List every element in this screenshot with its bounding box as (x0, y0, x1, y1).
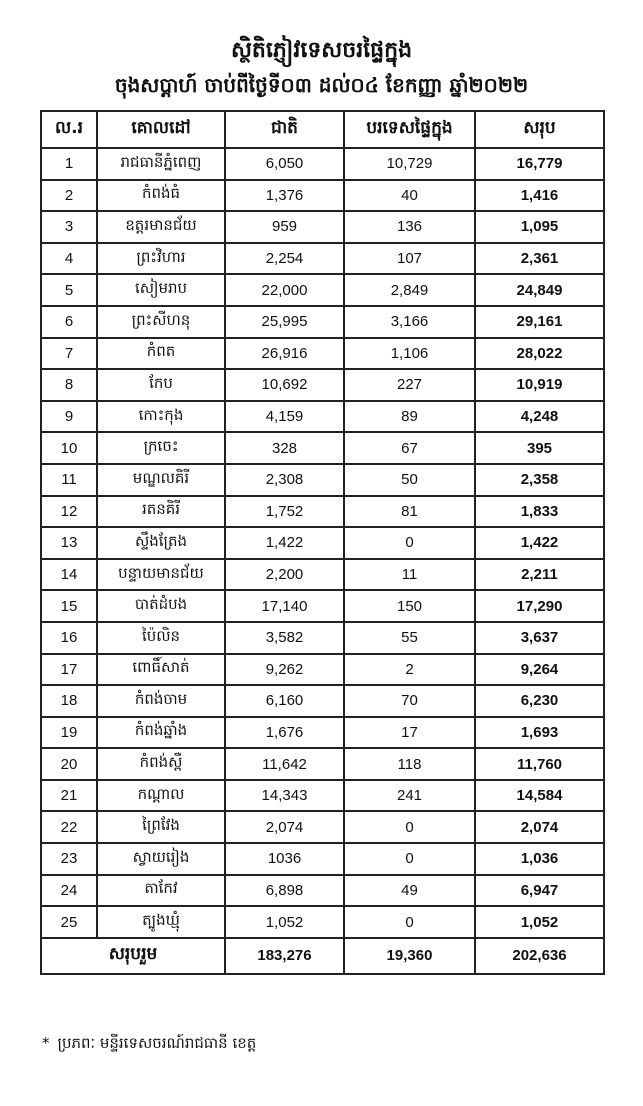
row-number: 1 (41, 148, 97, 180)
row-province: បាត់ដំបង (97, 590, 225, 622)
row-national: 25,995 (225, 306, 344, 338)
table-row (41, 685, 604, 717)
row-province: ពោធិ៍សាត់ (97, 654, 225, 686)
row-number: 17 (41, 654, 97, 686)
row-foreign: 40 (344, 180, 475, 212)
row-province: ត្បូងឃ្មុំ (97, 906, 225, 938)
row-national: 3,582 (225, 622, 344, 654)
row-total: 2,361 (475, 243, 604, 275)
grand-total-row (41, 938, 604, 974)
row-national: 959 (225, 211, 344, 243)
grand-total-total: 202,636 (475, 938, 604, 974)
header-destination: គោលដៅ (97, 111, 225, 148)
row-number: 2 (41, 180, 97, 212)
row-national: 17,140 (225, 590, 344, 622)
grand-total-national: 183,276 (225, 938, 344, 974)
table-row (41, 369, 604, 401)
row-foreign: 81 (344, 496, 475, 528)
row-province: ស្ទឹងត្រែង (97, 527, 225, 559)
table-row (41, 306, 604, 338)
row-number: 10 (41, 432, 97, 464)
row-number: 3 (41, 211, 97, 243)
row-total: 24,849 (475, 274, 604, 306)
row-province: កំពង់ធំ (97, 180, 225, 212)
row-total: 1,422 (475, 527, 604, 559)
row-foreign: 0 (344, 906, 475, 938)
page-title: ស្ថិតិភ្ញៀវទេសចរផ្ទៃក្នុង (230, 38, 413, 63)
row-number: 20 (41, 748, 97, 780)
row-foreign: 11 (344, 559, 475, 591)
row-province: កំពង់ចាម (97, 685, 225, 717)
row-national: 2,200 (225, 559, 344, 591)
row-province: តាកែវ (97, 875, 225, 907)
row-province: ប៉ៃលិន (97, 622, 225, 654)
row-total: 6,230 (475, 685, 604, 717)
row-province: មណ្ឌលគិរី (97, 464, 225, 496)
row-province: រតនគិរី (97, 496, 225, 528)
row-province: ព្រៃវែង (97, 811, 225, 843)
row-total: 29,161 (475, 306, 604, 338)
row-total: 1,052 (475, 906, 604, 938)
row-total: 1,693 (475, 717, 604, 749)
row-national: 6,160 (225, 685, 344, 717)
row-province: ព្រះវិហារ (97, 243, 225, 275)
row-total: 6,947 (475, 875, 604, 907)
row-province: ស្វាយរៀង (97, 843, 225, 875)
row-number: 9 (41, 401, 97, 433)
table-row (41, 654, 604, 686)
row-total: 14,584 (475, 780, 604, 812)
row-province: រាជធានីភ្នំពេញ (97, 148, 225, 180)
table-row (41, 338, 604, 370)
row-province: ក្រចេះ (97, 432, 225, 464)
header-national: ជាតិ (225, 111, 344, 148)
row-foreign: 49 (344, 875, 475, 907)
row-total: 17,290 (475, 590, 604, 622)
row-province: ឧត្តរមានជ័យ (97, 211, 225, 243)
table-row (41, 464, 604, 496)
row-foreign: 2,849 (344, 274, 475, 306)
row-foreign: 107 (344, 243, 475, 275)
row-province: បន្ទាយមានជ័យ (97, 559, 225, 591)
page-subtitle: ចុងសប្ដាហ៍ ចាប់ពីថ្ងៃទី០៣ ដល់០៤ ខែកញ្ញា ឆ្នាំ២០២២ (114, 73, 529, 97)
table-row (41, 527, 604, 559)
row-province: ព្រះសីហនុ (97, 306, 225, 338)
table-row (41, 432, 604, 464)
row-foreign: 55 (344, 622, 475, 654)
row-number: 21 (41, 780, 97, 812)
row-province: សៀមរាប (97, 274, 225, 306)
row-province: កំពង់ឆ្នាំង (97, 717, 225, 749)
row-foreign: 150 (344, 590, 475, 622)
row-total: 28,022 (475, 338, 604, 370)
table-row (41, 811, 604, 843)
row-foreign: 118 (344, 748, 475, 780)
row-total: 4,248 (475, 401, 604, 433)
row-national: 2,074 (225, 811, 344, 843)
row-national: 1,752 (225, 496, 344, 528)
row-number: 4 (41, 243, 97, 275)
table-row (41, 748, 604, 780)
row-number: 5 (41, 274, 97, 306)
row-province: កែប (97, 369, 225, 401)
row-province: កោះកុង (97, 401, 225, 433)
source-note (42, 1034, 256, 1056)
row-total: 16,779 (475, 148, 604, 180)
note-marker: * (42, 1034, 50, 1052)
row-province: កំពង់ស្ពឺ (97, 748, 225, 780)
table-row (41, 780, 604, 812)
row-national: 1036 (225, 843, 344, 875)
table-row (41, 843, 604, 875)
row-foreign: 0 (344, 843, 475, 875)
row-number: 18 (41, 685, 97, 717)
row-foreign: 10,729 (344, 148, 475, 180)
row-total: 3,637 (475, 622, 604, 654)
table-row (41, 243, 604, 275)
row-number: 11 (41, 464, 97, 496)
row-national: 1,676 (225, 717, 344, 749)
row-number: 19 (41, 717, 97, 749)
grand-total-foreign: 19,360 (344, 938, 475, 974)
header-no: ល.រ (41, 111, 97, 148)
row-foreign: 227 (344, 369, 475, 401)
row-total: 2,211 (475, 559, 604, 591)
row-total: 395 (475, 432, 604, 464)
row-foreign: 0 (344, 811, 475, 843)
row-province: កណ្ដាល (97, 780, 225, 812)
row-national: 1,422 (225, 527, 344, 559)
row-total: 9,264 (475, 654, 604, 686)
row-foreign: 2 (344, 654, 475, 686)
table-row (41, 906, 604, 938)
row-total: 10,919 (475, 369, 604, 401)
row-foreign: 17 (344, 717, 475, 749)
row-national: 328 (225, 432, 344, 464)
table-row (41, 717, 604, 749)
row-foreign: 67 (344, 432, 475, 464)
row-national: 2,254 (225, 243, 344, 275)
note-text: ប្រភពៈ មន្ទីរទេសចរណ៍រាជធានី ខេត្ត (57, 1034, 257, 1052)
row-foreign: 0 (344, 527, 475, 559)
table-row (41, 622, 604, 654)
row-national: 10,692 (225, 369, 344, 401)
row-total: 1,036 (475, 843, 604, 875)
table-row (41, 559, 604, 591)
table-row (41, 180, 604, 212)
row-number: 24 (41, 875, 97, 907)
row-total: 2,358 (475, 464, 604, 496)
row-number: 12 (41, 496, 97, 528)
row-national: 4,159 (225, 401, 344, 433)
table-row (41, 274, 604, 306)
row-total: 11,760 (475, 748, 604, 780)
row-foreign: 50 (344, 464, 475, 496)
table-header-row (41, 111, 604, 148)
row-number: 23 (41, 843, 97, 875)
row-total: 1,833 (475, 496, 604, 528)
header-total: សរុប (475, 111, 604, 148)
row-number: 15 (41, 590, 97, 622)
row-number: 6 (41, 306, 97, 338)
table-body (41, 148, 604, 938)
row-total: 1,095 (475, 211, 604, 243)
row-number: 7 (41, 338, 97, 370)
row-national: 6,050 (225, 148, 344, 180)
table-row (41, 590, 604, 622)
row-national: 26,916 (225, 338, 344, 370)
table-row (41, 211, 604, 243)
row-national: 2,308 (225, 464, 344, 496)
row-number: 16 (41, 622, 97, 654)
row-foreign: 136 (344, 211, 475, 243)
table-row (41, 148, 604, 180)
header-foreign: បរទេសផ្ទៃក្នុង (344, 111, 475, 148)
row-foreign: 1,106 (344, 338, 475, 370)
row-number: 14 (41, 559, 97, 591)
row-number: 22 (41, 811, 97, 843)
row-national: 14,343 (225, 780, 344, 812)
row-foreign: 241 (344, 780, 475, 812)
row-number: 8 (41, 369, 97, 401)
grand-total-label: សរុបរួម (41, 938, 225, 974)
row-national: 9,262 (225, 654, 344, 686)
row-number: 13 (41, 527, 97, 559)
row-number: 25 (41, 906, 97, 938)
row-foreign: 70 (344, 685, 475, 717)
row-total: 2,074 (475, 811, 604, 843)
row-total: 1,416 (475, 180, 604, 212)
row-foreign: 89 (344, 401, 475, 433)
row-foreign: 3,166 (344, 306, 475, 338)
table-row (41, 496, 604, 528)
row-national: 1,376 (225, 180, 344, 212)
row-national: 22,000 (225, 274, 344, 306)
table-row (41, 401, 604, 433)
row-national: 6,898 (225, 875, 344, 907)
tourist-statistics-table (40, 110, 605, 975)
row-national: 1,052 (225, 906, 344, 938)
row-province: កំពត (97, 338, 225, 370)
row-national: 11,642 (225, 748, 344, 780)
table-row (41, 875, 604, 907)
